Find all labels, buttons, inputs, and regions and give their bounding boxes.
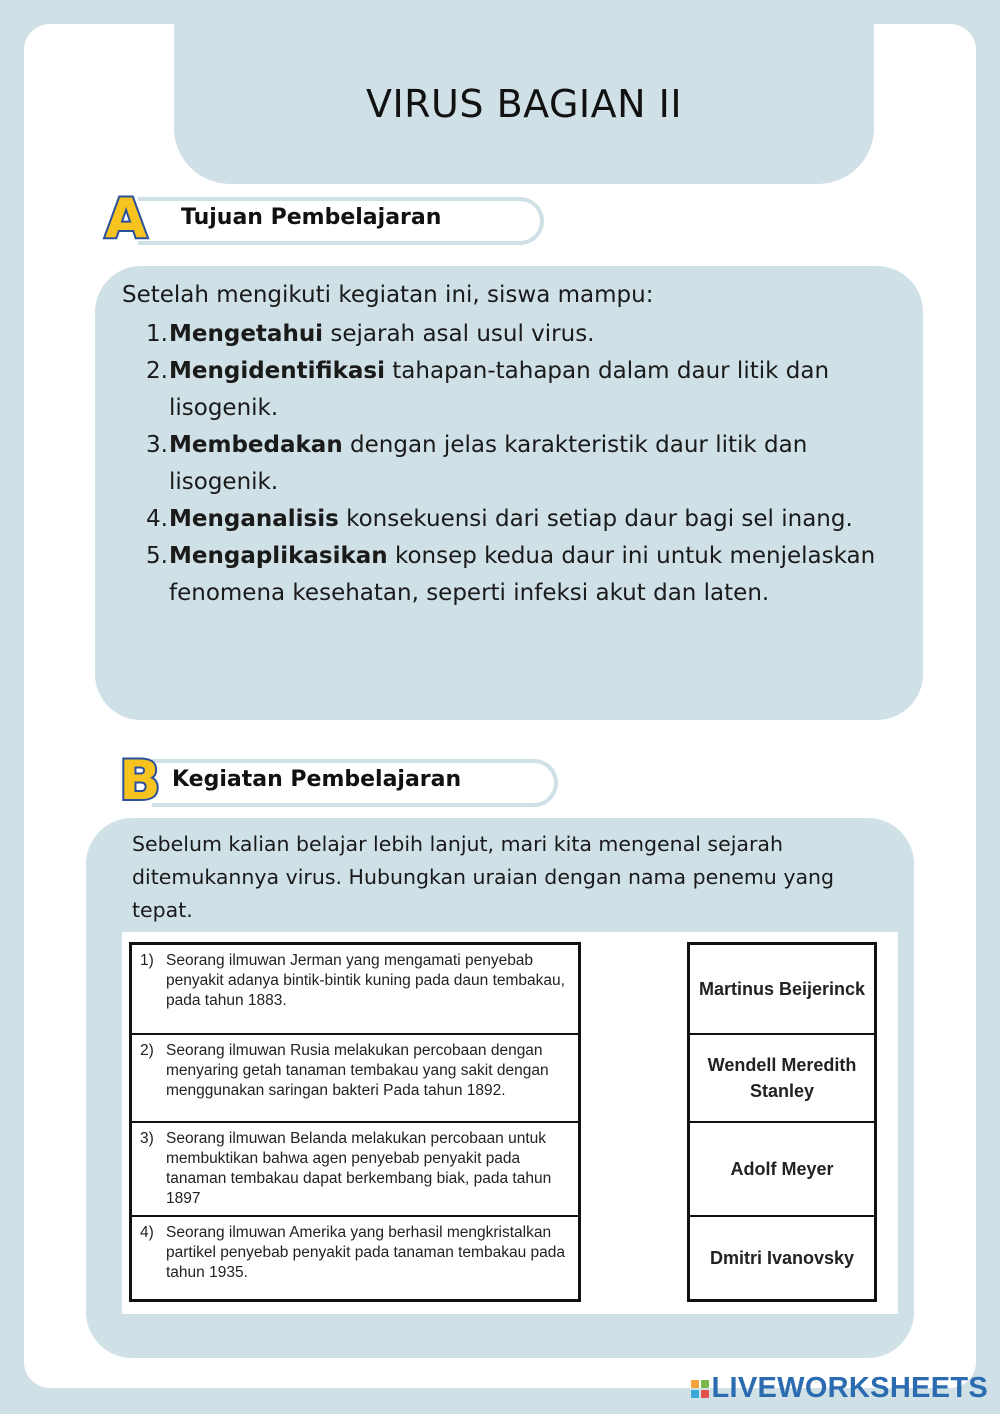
letter-a-badge [98, 187, 154, 247]
goal-item: 1. Mengetahui sejarah asal usul virus. [146, 321, 595, 347]
description-row[interactable]: 1) Seorang ilmuwan Jerman yang mengamati penyebab penyakit adanya bintik-bintik kuning pada daun tembakau, pada tahun 1883. [132, 945, 578, 1035]
description-row[interactable]: 3) Seorang ilmuwan Belanda melakukan percobaan untuk membuktikan bahwa agen penyebab penyakit pada tanaman tembakau dapat berkembang biak, pada tahun 1897 [132, 1123, 578, 1217]
section-a-header [98, 187, 544, 247]
liveworksheets-logo-icon [691, 1380, 709, 1398]
scientist-name-cell[interactable]: Wendell Meredith Stanley [690, 1035, 874, 1123]
letter-b-text: B [119, 749, 161, 809]
matching-area [122, 932, 898, 1314]
liveworksheets-brand[interactable] [691, 1372, 989, 1405]
description-row[interactable]: 2) Seorang ilmuwan Rusia melakukan percobaan dengan menyaring getah tanaman tembakau yang sakit dengan menggunakan saringan bakteri Pada tahun 1892. [132, 1035, 578, 1123]
letter-b-badge [112, 749, 168, 809]
goal-item: 4. Menganalisis konsekuensi dari setiap daur bagi sel inang. [146, 506, 853, 532]
letter-a-text: A [105, 187, 147, 247]
goals-intro: Setelah mengikuti kegiatan ini, siswa mampu: [122, 282, 654, 308]
section-a-heading: Tujuan Pembelajaran [181, 205, 442, 230]
goal-item: 3. Membedakan dengan jelas karakteristik daur litik dan lisogenik. [146, 432, 808, 495]
section-b-header [112, 749, 558, 809]
goals-list [138, 316, 918, 612]
scientist-name-cell[interactable]: Martinus Beijerinck [690, 945, 874, 1035]
scientist-name-cell[interactable]: Adolf Meyer [690, 1123, 874, 1217]
description-table [129, 942, 581, 1302]
scientist-names-table [687, 942, 877, 1302]
brand-text: LIVEWORKSHEETS [711, 1372, 988, 1404]
scientist-name-cell[interactable]: Dmitri Ivanovsky [709, 1248, 855, 1268]
goal-item: 2. Mengidentifikasi tahapan-tahapan dalam daur litik dan lisogenik. [146, 358, 830, 421]
section-b-heading: Kegiatan Pembelajaran [172, 767, 462, 792]
title-banner [174, 24, 874, 184]
description-row[interactable]: 4) Seorang ilmuwan Amerika yang berhasil mengkristalkan partikel penyebab penyakit pada tanaman tembakau pada tahun 1935. [140, 1224, 565, 1281]
activity-intro: Sebelum kalian belajar lebih lanjut, mari kita mengenal sejarah ditemukannya virus. Hubungkan uraian dengan nama penemu yang tepat. [132, 832, 835, 922]
goal-item: 5. Mengaplikasikan konsep kedua daur ini untuk menjelaskan fenomena kesehatan, seperti infeksi akut dan laten. [146, 543, 876, 606]
page-title: VIRUS BAGIAN II [365, 82, 683, 126]
